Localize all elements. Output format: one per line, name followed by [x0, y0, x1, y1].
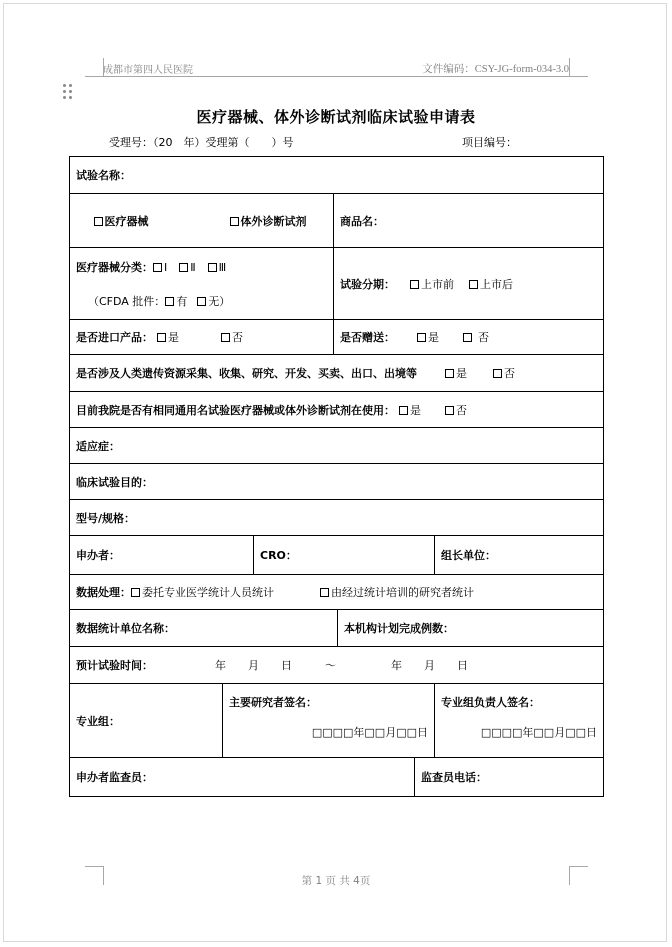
purpose-label: 临床试验目的： — [76, 475, 153, 489]
planned-time-label: 预计试验时间： — [76, 659, 153, 672]
planned-time-range: 年 月 日 ～ 年 月 日 — [215, 659, 468, 672]
data-opt2-label: 由经过统计培训的研究者统计 — [331, 586, 474, 599]
ivd-option-label: 体外诊断试剂 — [240, 214, 307, 228]
row-sponsor — [70, 536, 604, 575]
device-class-label: 医疗器械分类： — [76, 260, 153, 274]
trial-stage-label: 试验分期： — [340, 277, 395, 291]
import-no-checkbox[interactable] — [221, 333, 230, 342]
row-classification — [70, 248, 604, 320]
class-3-label: Ⅲ — [218, 260, 227, 274]
page-title: 医疗器械、体外诊断试剂临床试验申请表 — [196, 108, 476, 126]
same-use-no-checkbox[interactable] — [445, 406, 454, 415]
import-yes-label: 是 — [168, 331, 179, 344]
stage-pre-label: 上市前 — [421, 277, 454, 291]
same-use-label: 目前我院是否有相同通用名试验医疗器械或体外诊断试剂在使用： — [76, 403, 395, 417]
table-move-handle-icon[interactable] — [63, 84, 75, 100]
indication-label: 适应症： — [76, 439, 120, 453]
cfda-yes-checkbox[interactable] — [165, 297, 174, 306]
model-label: 型号/规格： — [76, 511, 136, 525]
import-label: 是否进口产品： — [76, 331, 153, 344]
same-use-no-label: 否 — [456, 403, 467, 417]
row-stat-unit — [70, 610, 604, 647]
row-genetic-resources — [70, 355, 604, 392]
stage-post-checkbox[interactable] — [469, 280, 478, 289]
sponsor-label: 申办者： — [76, 549, 120, 562]
header-rule — [103, 76, 569, 77]
header-hospital: 成都市第四人民医院 — [103, 65, 193, 76]
stage-post-label: 上市后 — [480, 277, 513, 291]
crop-mark-top-left — [85, 58, 104, 77]
row-monitor — [70, 758, 604, 797]
class-1-label: Ⅰ — [164, 260, 168, 274]
row-import-gift — [70, 320, 604, 355]
row-same-use — [70, 392, 604, 428]
class-1-checkbox[interactable] — [153, 263, 162, 272]
ivd-checkbox[interactable] — [230, 217, 239, 226]
monitor-label: 申办者监查员： — [76, 771, 153, 784]
application-form-table — [69, 156, 604, 797]
genetic-no-label: 否 — [504, 367, 515, 380]
genetic-yes-label: 是 — [456, 367, 467, 380]
trial-name-label: 试验名称： — [76, 169, 131, 182]
genetic-label: 是否涉及人类遗传资源采集、收集、研究、开发、买卖、出口、出境等 — [76, 367, 417, 380]
cfda-yes-label: 有 — [176, 294, 188, 308]
accept-number: 受理号：（20 年）受理第（ ）号 — [109, 136, 294, 149]
row-trial-name — [70, 157, 604, 194]
row-model — [70, 500, 604, 536]
import-yes-checkbox[interactable] — [157, 333, 166, 342]
cfda-no-checkbox[interactable] — [197, 297, 206, 306]
gift-yes-checkbox[interactable] — [417, 333, 426, 342]
device-option-label: 医疗器械 — [104, 214, 149, 228]
stage-pre-checkbox[interactable] — [410, 280, 419, 289]
product-name-label: 商品名： — [340, 214, 384, 228]
data-opt1-checkbox[interactable] — [131, 588, 140, 597]
pi-sign-label: 主要研究者签名： — [229, 696, 317, 709]
stat-unit-label: 数据统计单位名称： — [76, 622, 175, 635]
row-data-processing — [70, 575, 604, 610]
pi-sign-date: □□□□年□□月□□日 — [311, 726, 428, 739]
same-use-yes-checkbox[interactable] — [399, 406, 408, 415]
class-2-label: Ⅱ — [190, 260, 196, 274]
class-2-checkbox[interactable] — [179, 263, 188, 272]
row-signatures — [70, 684, 604, 758]
row-product-type — [70, 194, 604, 248]
cfda-label: （CFDA 批件： — [88, 294, 166, 308]
genetic-no-checkbox[interactable] — [493, 369, 502, 378]
monitor-phone-label: 监查员电话： — [421, 771, 487, 784]
genetic-yes-checkbox[interactable] — [445, 369, 454, 378]
row-planned-time — [70, 647, 604, 684]
class-3-checkbox[interactable] — [208, 263, 217, 272]
gift-yes-label: 是 — [428, 331, 439, 344]
head-sign-date: □□□□年□□月□□日 — [480, 726, 597, 739]
cro-label: CRO： — [260, 549, 297, 562]
data-processing-label: 数据处理： — [76, 586, 131, 599]
gift-no-checkbox[interactable] — [463, 333, 472, 342]
device-checkbox[interactable] — [94, 217, 103, 226]
row-indication — [70, 428, 604, 464]
header-doc-code: 文件编码：CSY-JG-form-034-3.0 — [422, 64, 569, 75]
project-number: 项目编号： — [462, 136, 517, 149]
data-opt2-checkbox[interactable] — [320, 588, 329, 597]
cfda-no-label: 无） — [208, 294, 231, 308]
gift-label: 是否赠送： — [340, 331, 395, 344]
leader-unit-label: 组长单位： — [441, 549, 496, 562]
import-no-label: 否 — [232, 331, 243, 344]
page-footer: 第 1 页 共 4页 — [301, 875, 371, 887]
data-opt1-label: 委托专业医学统计人员统计 — [142, 586, 274, 599]
specialty-label: 专业组： — [76, 714, 120, 728]
crop-mark-top-right — [569, 58, 588, 77]
row-purpose — [70, 464, 604, 500]
gift-no-label: 否 — [478, 331, 489, 344]
same-use-yes-label: 是 — [410, 403, 421, 417]
planned-cases-label: 本机构计划完成例数： — [344, 622, 454, 635]
head-sign-label: 专业组负责人签名： — [441, 696, 540, 709]
